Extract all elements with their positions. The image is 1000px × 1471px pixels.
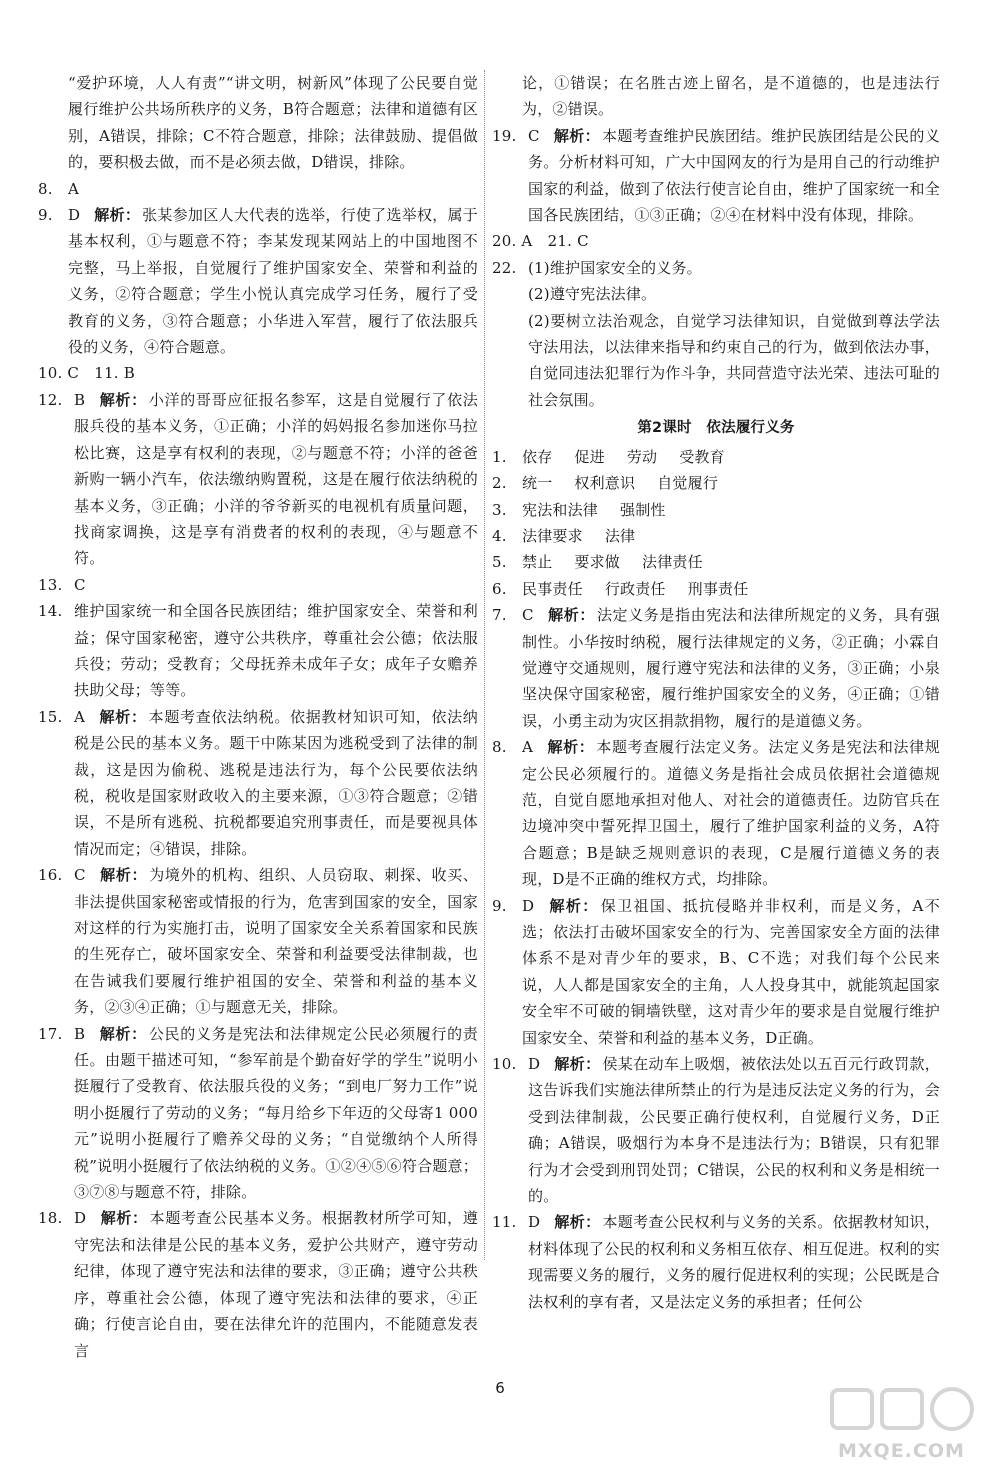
answer-item-7: 7. C 解析： 法定义务是指由宪法和法律所规定的义务，具有强制性。小华按时纳税，履行法律规定的义务，②正确；小霖自觉遵守交通规则，履行遵守宪法和法律的义务，③正确；小泉坚决保守国家秘密，履行维护国家安全的义务，④正确；①错误，小勇主动为灾区捐款捐物，履行的是道德义务。 xyxy=(492,606,940,730)
answer-item-16: 16. C 解析： 为境外的机构、组织、人员窃取、刺探、收买、非法提供国家秘密或情报的行为，危害到国家的安全，国家对这样的行为实施打击，说明了国家安全关系着国家和民族的生死存亡，破坏国家安全、荣誉和利益要受法律制裁，也在告诫我们要履行维护祖国的安全、荣誉和利益的基本义务，②③④正确；①与题意无关，排除。 xyxy=(38,866,479,1017)
right-column xyxy=(492,70,940,1315)
answer-item-22: 22. (1)维护国家安全的义务。 (2)遵守宪法法律。 (2)要树立法治观念，自觉学习法律知识，自觉做到尊法学法守法用法，以法律来指导和约束自己的行为，做到依法办事，自觉同违法犯罪行为作斗争，共同营造守法光荣、违法可耻的社会氛围。 xyxy=(492,258,940,409)
fill-in-answers xyxy=(492,444,940,602)
fill-answer-row: 2. 统一 权利意识 自觉履行 xyxy=(492,474,719,493)
fill-answer-row: 4. 法律要求 法律 xyxy=(492,526,636,545)
answer-continuation: 论，①错误；在名胜古迹上留名，是不道德的，也是违法行为，②错误。 xyxy=(522,74,940,119)
column-divider xyxy=(484,70,485,1260)
answer-item-10b: 10. D 解析： 侯某在动车上吸烟，被依法处以五百元行政罚款，这告诉我们实施法律所禁止的行为是违反法定义务的行为，会受到法律制裁，公民要正确行使权利，自觉履行义务，D正确；A错误，吸烟行为本身不是违法行为；B错误，只有犯罪行为才会受到刑罚处罚；C错误，公民的权利和义务是相统一的。 xyxy=(492,1055,940,1206)
answer-item-12: 12. B 解析： 小洋的哥哥应征报名参军，这是自觉履行了依法服兵役的基本义务，①正确；小洋的妈妈报名参加迷你马拉松比赛，这是享有权利的表现，②与题意不符；小洋的爸爸新购一辆小汽车，依法缴纳购置税，这是在履行依法纳税的基本义务，③正确；小洋的爷爷新买的电视机有质量问题，找商家调换，这是享有消费者的权利的表现，④与题意不符。 xyxy=(38,390,478,568)
answer-item-13: 13. C xyxy=(38,575,86,594)
answer-item-15: 15. A 解析： 本题考查依法纳税。依据教材知识可知，依法纳税是公民的基本义务。题干中陈某因为逃税受到了法律的制裁，这是因为偷税、逃税是违法行为，每个公民要依法纳税，税收是国家财政收入的主要来源，①③符合题意；②错误，不是所有逃税、抗税都要追究刑事责任，而是要视具体情况而定；④错误，排除。 xyxy=(38,707,478,858)
answer-item-19: 19. C 解析： 本题考查维护民族团结。维护民族团结是公民的义务。分析材料可知，广大中国网友的行为是用自己的行动维护国家的利益，做到了依法行使言论自由，维护了国家统一和全国各民族团结，①③正确；②④在材料中没有体现，排除。 xyxy=(492,126,940,225)
answer-item-9: 9. D 解析： 张某参加区人大代表的选举，行使了选举权，属于基本权利，①与题意不符；李某发现某网站上的中国地图不完整，马上举报，自觉履行了维护国家安全、荣誉和利益的义务，②符合题意；学生小悦认真完成学习任务，履行了受教育的义务，③符合题意；小华进入军营，履行了依法服兵役的义务，④符合题意。 xyxy=(38,206,478,357)
answer-item-8b: 8. A 解析： 本题考查履行法定义务。法定义务是宪法和法律规定公民必须履行的。道德义务是指社会成员依据社会道德规范，自觉自愿地承担对他人、对社会的道德责任。边防官兵在边境冲突中誓死捍卫国土，履行了维护国家利益的义务，A符合题意；B是缺乏规则意识的表现，C是履行道德义务的表现，D是不正确的维权方式，均排除。 xyxy=(492,738,940,889)
answer-item-17: 17. B 解析： 公民的义务是宪法和法律规定公民必须履行的责任。由题干描述可知，“参军前是个勤奋好学的学生”说明小挺履行了受教育、依法服兵役的义务；“到电厂努力工作”说明小挺履行了劳动的义务；“每月给乡下年迈的父母寄1 000元”说明小挺履行了赡养父母的义务；“自觉缴纳个人所得税”说明小挺履行了依法纳税的义务。①②④⑤⑥符合题意；③⑦⑧与题意不符，排除。 xyxy=(38,1024,478,1202)
section-title: 第2课时 依法履行义务 xyxy=(637,420,795,437)
watermark xyxy=(812,1376,992,1466)
answer-item-18: 18. D 解析： 本题考查公民基本义务。根据教材所学可知，遵守宪法和法律是公民的基本义务，爱护公共财产，遵守劳动纪律，体现了遵守宪法和法律的要求，③正确；遵守公共秩序，尊重社会公德，体现了遵守宪法和法律的要求，④正确；行使言论自由，要在法律允许的范围内，不能随意发表言 xyxy=(38,1209,479,1360)
fill-answer-row: 6. 民事责任 行政责任 刑事责任 xyxy=(492,579,749,598)
answer-item-14: 14. 维护国家统一和全国各民族团结；维护国家安全、荣誉和利益；保守国家秘密，遵守公共秩序，尊重社会公德；依法服兵役；劳动；受教育；父母抚养未成年子女；成年子女赡养扶助父母；等等。 xyxy=(38,602,478,700)
page-number: 6 xyxy=(495,1379,505,1397)
answer-continuation: “爱护环境，人人有责”“讲文明，树新风”体现了公民要自觉履行维护公共场所秩序的义务，B符合题意；法律和道德有区别，A错误，排除；C不符合题意，排除；法律鼓励、提倡做的，要积极去做，而不是必须去做，D错误，排除。 xyxy=(68,74,478,172)
answer-item-20-21: 20. A 21. C xyxy=(492,232,589,251)
fill-answer-row: 1. 依存 促进 劳动 受教育 xyxy=(492,447,725,466)
left-column xyxy=(38,70,478,1364)
fill-answer-row: 3. 宪法和法律 强制性 xyxy=(492,500,666,519)
fill-answer-row: 5. 禁止 要求做 法律责任 xyxy=(492,553,703,572)
answer-item-11b: 11. D 解析： 本题考查公民权利与义务的关系。依据教材知识，材料体现了公民的权利和义务相互依存、相互促进。权利的实现需要义务的履行，义务的履行促进权利的实现；公民既是合法权利的享有者，又是法定义务的承担者；任何公 xyxy=(492,1213,940,1311)
answer-item-8: 8. A xyxy=(38,179,80,198)
answer-item-10-11: 10. C 11. B xyxy=(38,364,135,383)
answer-item-9b: 9. D 解析： 保卫祖国、抵抗侵略并非权利，而是义务，A不选；依法打击破坏国家安全的行为、完善国家安全方面的法律体系不是对青少年的要求，B、C不选；对我们每个公民来说，人人都是国家安全的主角，人人投身其中，就能筑起国家安全牢不可破的铜墙铁壁，这对青少年的要求是自觉履行维护国家安全、荣誉和利益的基本义务，D正确。 xyxy=(492,896,940,1047)
watermark-text: MXQE.COM xyxy=(838,1440,965,1462)
